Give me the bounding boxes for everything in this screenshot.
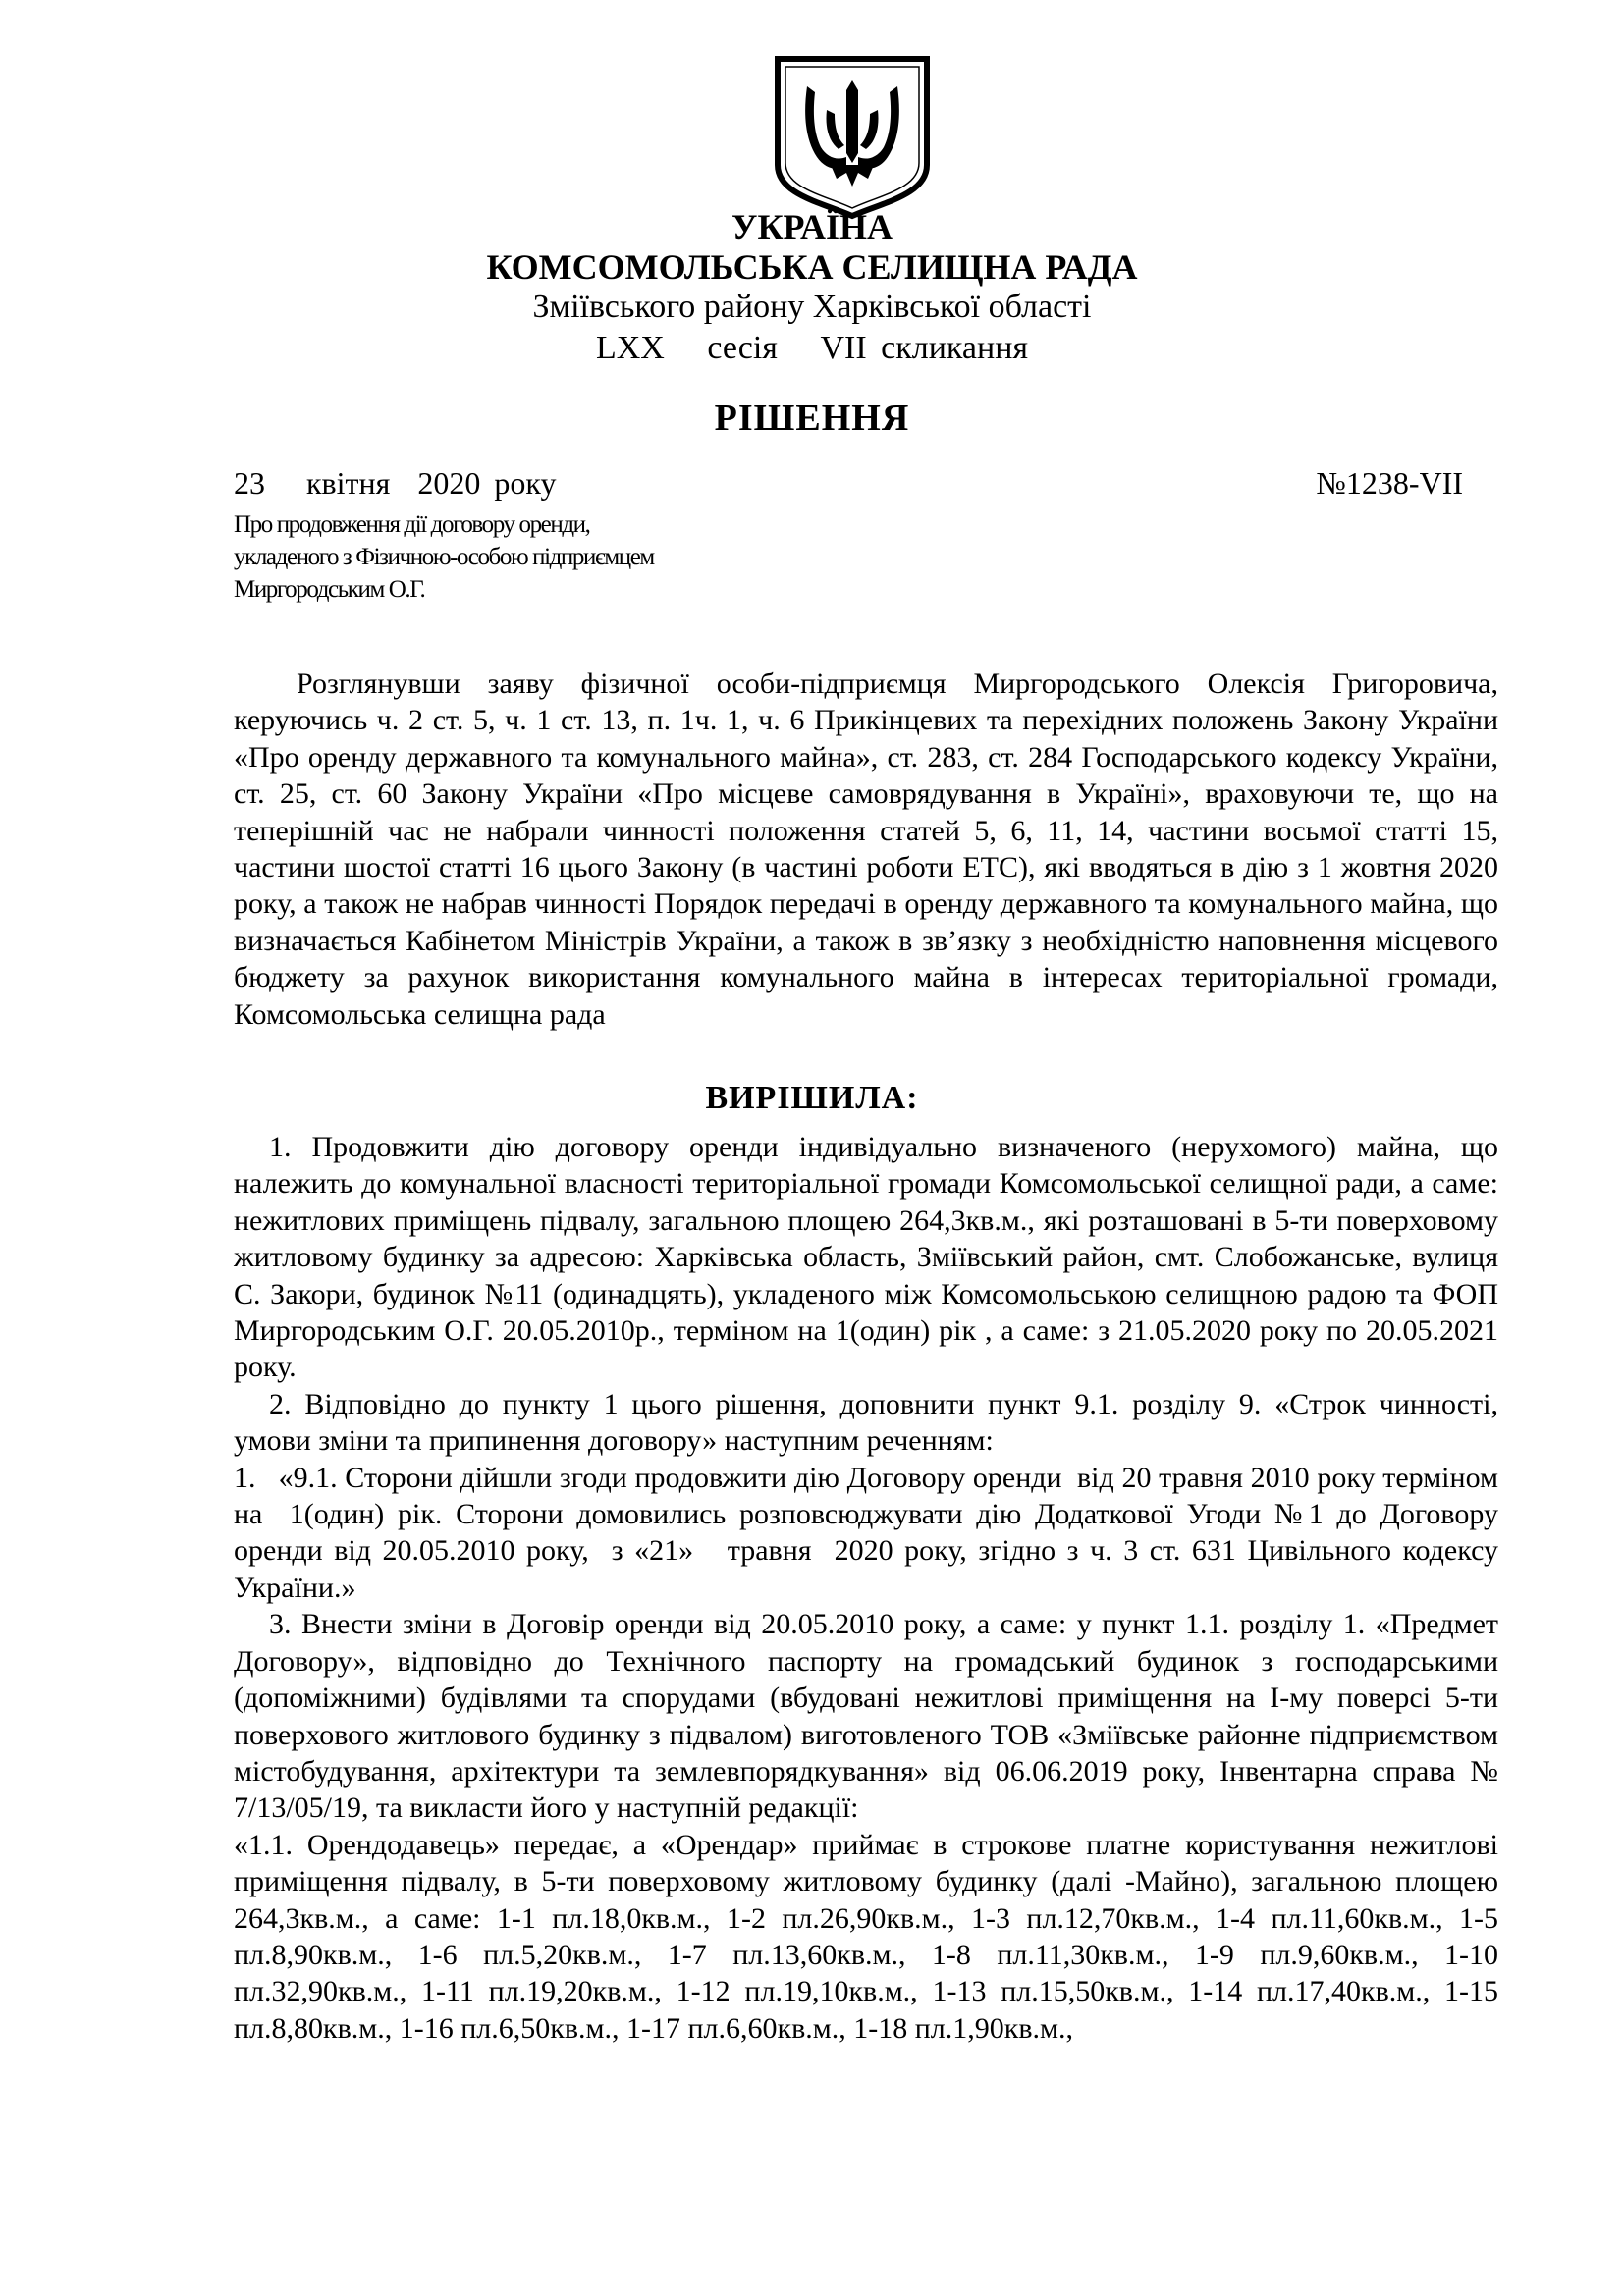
header-council: КОМСОМОЛЬСЬКА СЕЛИЩНА РАДА	[486, 247, 1138, 287]
subject-line: Миргородським О.Г.	[234, 576, 425, 603]
decision-items	[234, 1129, 1506, 2047]
decision-item-2-quote: 1. «9.1. Сторони дійшли згоди продовжити дію Договору оренди від 20 травня 2010 року терміном на 1(один) рік. Сторони домовились розповсюджувати дію Додаткової Угоди №1 до Договору оренди від 20.05.2010 року, з «21» травня 2020 року, згідно з ч. 3 ст. 631 Цивільного кодексу України.»	[234, 1461, 1506, 1604]
decision-item-3: 3. Внести зміни в Договір оренди від 20.05.2010 року, а саме: у пункт 1.1. розділу 1. «Предмет Договору», відповідно до Технічного паспорту на громадський будинок з господарськими (допоміжними) будівлями та спорудами (вбудовані нежитлові приміщення на І-му поверсі 5-ти поверхового житлового будинку з підвалом) виготовленого ТОВ «Зміївське районне підприємством містобудування, архітектури та землевпорядкування» від 06.06.2019 року, Інвентарна справа № 7/13/05/19, та викласти його у наступній редакції:	[234, 1608, 1498, 1825]
document-type-title: РІШЕННЯ	[714, 398, 910, 439]
trident-coat-of-arms-icon	[774, 55, 931, 220]
decision-item-3-quote: «1.1. Орендодавець» передає, а «Орендар» приймає в строкове платне користування нежитлові приміщення підвалу, в 5-ти поверховому житловому будинку (далі -Майно), загальною площею 264,3кв.м., а саме: 1-1 пл.18,0кв.м., 1-2 пл.26,90кв.м., 1-3 пл.12,70кв.м., 1-4 пл.11,60кв.м., 1-5 пл.8,90кв.м., 1-6 пл.5,20кв.м., 1-7 пл.13,60кв.м., 1-8 пл.11,30кв.м., 1-9 пл.9,60кв.м., 1-10 пл.32,90кв.м., 1-11 пл.19,20кв.м., 1-12 пл.19,10кв.м., 1-13 пл.15,50кв.м., 1-14 пл.17,40кв.м., 1-15 пл.8,80кв.м., 1-16 пл.6,50кв.м., 1-17 пл.6,60кв.м., 1-18 пл.1,90кв.м.,	[234, 1828, 1498, 2045]
decision-item-1: 1. Продовжити дію договору оренди індивідуально визначеного (нерухомого) майна, що належить до комунальної власності територіальної громади Комсомольської селищної ради, а саме: нежитлових приміщень підвалу, загальною площею 264,3кв.м., які розташовані в 5-ти поверховому житловому будинку за адресою: Харківська область, Зміївський район, смт. Слобожанське, вулиця С. Закори, будинок №11 (одинадцять), укладеного між Комсомольською селищною радою та ФОП Миргородським О.Г. 20.05.2010р., терміном на 1(один) рік , а саме: з 21.05.2020 року по 20.05.2021 року.	[234, 1131, 1498, 1384]
header-session: LXX сесія VII скликання	[595, 330, 1029, 366]
subject-line: Про продовження дії договору оренди,	[234, 511, 590, 538]
subject-line: укладеного з Фізичною-особою підприємцем	[234, 544, 654, 570]
preamble-paragraph	[234, 666, 1498, 1033]
decision-subject	[234, 508, 654, 606]
header-country: УКРАЇНА	[731, 207, 893, 246]
header-district: Зміївського району Харківської області	[532, 289, 1092, 325]
preamble-text: Розглянувши заяву фізичної особи-підприємця Миргородського Олексія Григоровича, керуючись ч. 2 ст. 5, ч. 1 ст. 13, п. 1ч. 1, ч. 6 Прикінцевих та перехідних положень Закону України «Про оренду державного та комунального майна», ст. 283, ст. 284 Господарського кодексу України, ст. 25, ст. 60 Закону України «Про місцеве самоврядування в Україні», враховуючи те, що на теперішній час не набрали чинності положення статей 5, 6, 11, 14, частини восьмої статті 15, частини шостої статті 16 цього Закону (в частині роботи ЕТС), які вводяться в дію з 1 жовтня 2020 року, а також не набрав чинності Порядок передачі в оренду державного та комунального майна, що визначається Кабінетом Міністрів України, а також в зв’язку з необхідністю наповнення місцевого бюджету за рахунок використання комунального майна в інтересах територіальної громади, Комсомольська селищна рада	[234, 667, 1498, 1031]
decision-date: 23 квітня 2020 року	[234, 465, 557, 501]
decision-number: №1238-VII	[1316, 465, 1463, 501]
resolved-heading: ВИРІШИЛА:	[705, 1080, 919, 1116]
decision-item-2: 2. Відповідно до пункту 1 цього рішення, доповнити пункт 9.1. розділу 9. «Строк чинності, умови зміни та припинення договору» наступним реченням:	[234, 1387, 1498, 1458]
